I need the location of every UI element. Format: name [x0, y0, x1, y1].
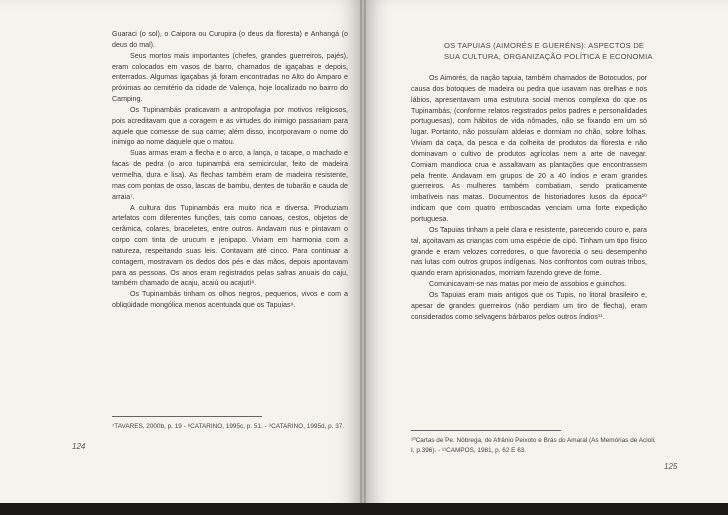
paragraph: Seus mortos mais importantes (chefes, grandes guerreiros, pajés), eram colocados em vasos de barro, chamados de igaçabas e depois, enterrados. Algumas igaçabas já foram encontradas no Alto do Amparo e próximas ao cemitério da cidade de Valença, hoje localizado no bairro do Camping. — [112, 51, 348, 104]
paragraph: Os Tupinambás praticavam a antropofagia por motivos religiosos, pois acreditavam que a coragem e as virtudes do inimigo passariam para aquele que comesse de sua carne; além disso, incorporavam o nome do inimigo ao nome daquele que o matou. — [112, 105, 348, 147]
page-number: 125 — [664, 462, 678, 471]
left-page-body — [112, 29, 348, 311]
paragraph: Comunicavam-se nas matas por meio de assobios e guinchos. — [429, 280, 627, 289]
scan-bottom-edge — [0, 503, 728, 515]
paragraph: Os Tapuias tinham a pele clara e resistente, parecendo couro e, para tal, açoitavam as crianças com uma espécie de cipó. Tinham um tipo físico grande e eram velozes corredores, o que favorecia o seu desempenho nas lutas com outros grupos indígenas. Nos confrontos com outras tribos, quando eram aprisionados, morriam fazendo greve de fome. — [411, 225, 647, 278]
right-page-body — [411, 73, 647, 322]
paragraph: Os Tapuias eram mais antigos que os Tupis, no litoral brasileiro e, apesar de grandes guerreiros (não perdiam um tiro de flecha), eram considerados como selvagens bárbaros pelos outros índios¹¹. — [411, 290, 647, 321]
paragraph: A cultura dos Tupinambás era muito rica e diversa. Produziam artefatos com diferentes funções, tais como canoas, cestos, objetos de cerâmica, colares, braceletes, entre outros. Andavam nus e pintavam o corpo com tinta de urucum e jenipapo. Viviam em harmonia com a natureza, respeitando suas leis. Contavam até cinco. Para continuar a contagem, mostravam os dedos dos pés e das mãos, depois apontavam para as pessoas. Os anos eram registrados pelas safras anuais do caju, também chamado de acaju, acaiú ou acajutí⁸. — [112, 203, 348, 288]
paragraph: Os Tupinambás tinham os olhos negros, pequenos, vivos e com a obliqüidade mongólica menos acentuada que os Tapuias⁹. — [112, 290, 348, 310]
right-page — [364, 0, 728, 515]
footnote: ⁷TAVARES, 2000b, p. 19 - ⁸CATARINO, 1995c, p. 51. - ⁹CATARINO, 1995d, p. 37. — [112, 423, 345, 430]
paragraph: Suas armas eram a flecha e o arco, a lança, o tacape, o machado e facas de pedra (o arco tupinambá era semicircular, feito de madeira vermelha, dura e lisa). As flechas também eram de madeira resistente, mas com pontas de osso, lascas de bambu, dentes de tubarão e cauda de arraia⁷. — [112, 149, 348, 201]
left-page — [0, 0, 362, 515]
section-heading: OS TAPUIAS (AIMORÉS E GUERÉNS): ASPECTOS DE SUA CULTURA, ORGANIZAÇÃO POLÍTICA E ECONOMIA — [444, 41, 653, 61]
paragraph: Guaraci (o sol), o Caipora ou Curupira (o deus da floresta) e Anhangá (o deus do mal). — [112, 30, 348, 49]
paragraph: Os Aimorés, da nação tapuia, também chamados de Botocudos, por causa dos botoques de madeira ou pedra que usavam nas orelhas e nos lábios, apresentavam uma estrutura social menos complexa do que os Tupinambás, (conforme relatos registrados pelos padres e personalidades portuguesas), com hábitos de vida nômades, não se fixando em um só lugar. Portanto, não possuíam aldeias e dormiam no chão, sobre folhas. Viviam da caça, da pesca e da colheita de produtos da floresta e não dominavam o cultivo de produtos agrícolas nem a arte de navegar. Comiam mandioca crua e assaltavam as plantações que encontrassem pela frente. Andavam em grupos de 20 a 40 índios e eram grandes guerreiros. As mulheres também combatiam, sendo praticamente imbatíveis nas matas. Documentos de historiadores lusos da época¹⁰ indicam que com quatro emboscadas venciam uma forte expedição portuguesa. — [411, 74, 647, 223]
footnote-rule — [411, 430, 561, 431]
book-gutter — [360, 0, 366, 515]
page-number: 124 — [72, 442, 86, 451]
footnote-rule — [112, 416, 262, 417]
footnote: ¹⁰Cartas de Pe. Nóbrega, de Afrânio Peixoto e Brás do Amaral (As Memórias de Acioli, I, p.396). - ¹¹CAMPOS, 1981, p. 62 E 63. — [411, 437, 656, 454]
